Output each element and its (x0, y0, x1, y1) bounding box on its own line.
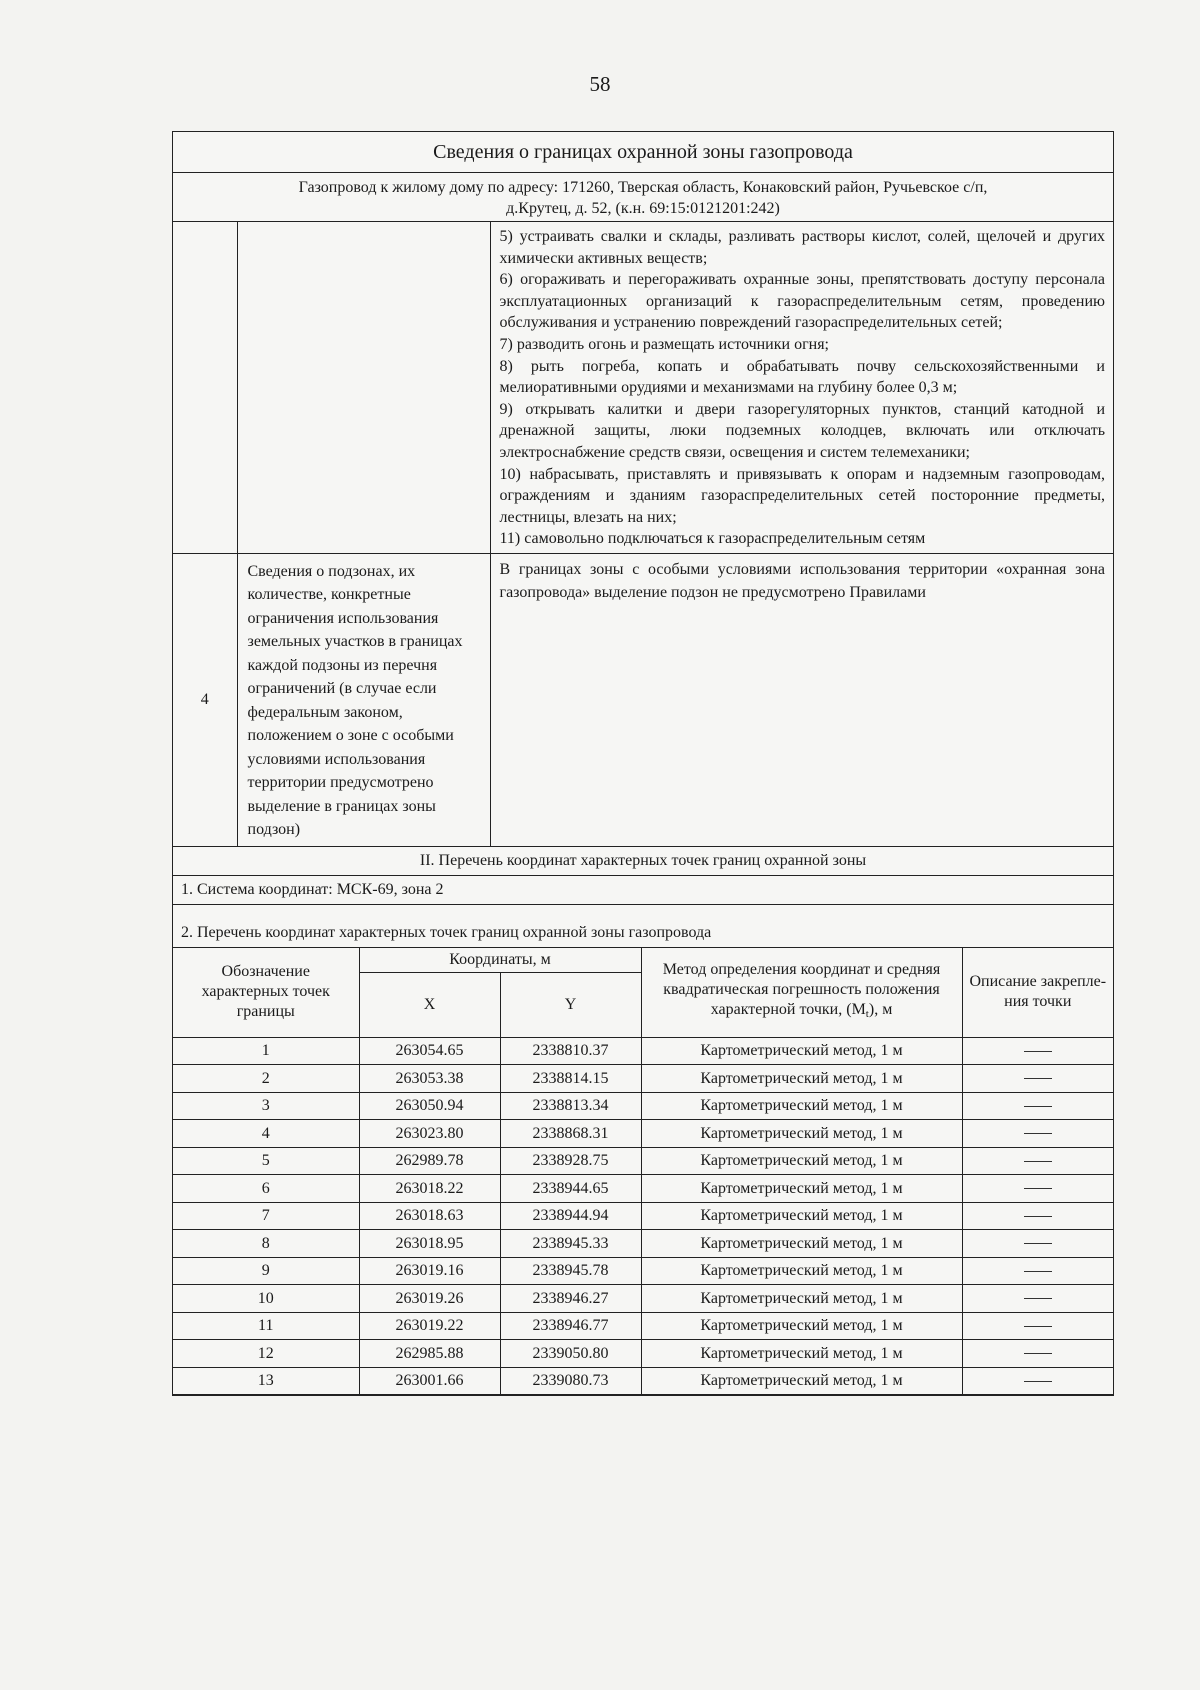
description-cell (962, 1037, 1113, 1065)
table-row (173, 1230, 1113, 1258)
description-cell (962, 1120, 1113, 1148)
address-line-2: д.Крутец, д. 52, (к.н. 69:15:0121201:242) (506, 200, 780, 217)
table-row (173, 1285, 1113, 1313)
x-coordinate-cell: 263054.65 (359, 1037, 500, 1065)
table-row (173, 1312, 1113, 1340)
description-cell (962, 1257, 1113, 1285)
point-number-cell: 1 (173, 1037, 359, 1065)
x-coordinate-cell: 263019.26 (359, 1285, 500, 1313)
restriction-item: 9) открывать калитки и двери газорегуляторных пунктов, станций катодной и дренажной защиты, люки подземных колодцев, включать или отключать электроснабжение средств связи, освещения и систем телемеханики; (499, 400, 1105, 461)
dash-mark (1024, 1188, 1052, 1189)
dash-mark (1024, 1271, 1052, 1272)
coordinates-body (173, 1037, 1113, 1395)
point-number-cell: 12 (173, 1340, 359, 1368)
header-description: Описание закрепле-ния точки (962, 947, 1113, 1037)
x-coordinate-cell: 263018.95 (359, 1230, 500, 1258)
description-cell (962, 1092, 1113, 1120)
object-address (173, 173, 1113, 222)
x-coordinate-cell: 263018.63 (359, 1202, 500, 1230)
restrictions-row (173, 222, 1113, 553)
y-coordinate-cell: 2338928.75 (500, 1147, 641, 1175)
x-coordinate-cell: 263023.80 (359, 1120, 500, 1148)
section-2-title: II. Перечень координат характерных точек границ охранной зоны (419, 851, 867, 869)
dash-mark (1024, 1353, 1052, 1354)
header-x: X (359, 972, 500, 1037)
description-cell (962, 1065, 1113, 1093)
method-cell: Картометрический метод, 1 м (641, 1120, 962, 1148)
method-cell: Картометрический метод, 1 м (641, 1065, 962, 1093)
x-coordinate-cell: 263019.16 (359, 1257, 500, 1285)
subzones-label: Сведения о подзонах, их количестве, конкретные ограничения использования земельных участков в границах каждой подзоны из перечня ограничений (в случае если федеральным законом, положением о зоне с особыми условиями использования территории предусмотрено выделение в границах зоны подзон) (237, 553, 490, 846)
page-number: 58 (589, 72, 611, 96)
method-cell: Картометрический метод, 1 м (641, 1230, 962, 1258)
point-number-cell: 3 (173, 1092, 359, 1120)
restrictions-number-cell (173, 222, 237, 553)
description-cell (962, 1202, 1113, 1230)
header-coordinates: Координаты, м (359, 947, 641, 972)
table-row (173, 1202, 1113, 1230)
table-row (173, 1120, 1113, 1148)
point-number-cell: 2 (173, 1065, 359, 1093)
subzones-row (173, 553, 1113, 846)
y-coordinate-cell: 2338945.33 (500, 1230, 641, 1258)
description-cell (962, 1285, 1113, 1313)
info-table (173, 222, 1113, 847)
x-coordinate-cell: 263019.22 (359, 1312, 500, 1340)
restriction-item: 10) набрасывать, приставлять и привязывать к опорам и надземным газопроводам, ограждениям и зданиям газораспределительных сетей посторонние предметы, лестницы, влезать на них; (499, 465, 1105, 526)
restriction-item: 7) разводить огонь и размещать источники огня; (499, 335, 829, 353)
description-cell (962, 1230, 1113, 1258)
coordinate-list-title: 2. Перечень координат характерных точек границ охранной зоны газопровода (173, 904, 1113, 947)
method-cell: Картометрический метод, 1 м (641, 1037, 962, 1065)
restriction-item: 8) рыть погреба, копать и обрабатывать почву сельскохозяйственными и мелиоративными орудиями и механизмами на глубину более 0,3 м; (499, 357, 1105, 397)
address-line-1: Газопровод к жилому дому по адресу: 171260, Тверская область, Конаковский район, Ручьевское с/п, (298, 179, 988, 196)
header-method: Метод определения координат и средняя квадратическая погрешность положения характерной точки, $(M_t)$, м (641, 947, 962, 1037)
description-cell (962, 1312, 1113, 1340)
table-row (173, 1037, 1113, 1065)
table-row (173, 1147, 1113, 1175)
description-cell (962, 1175, 1113, 1203)
y-coordinate-cell: 2338944.94 (500, 1202, 641, 1230)
y-coordinate-cell: 2339080.73 (500, 1367, 641, 1395)
point-number-cell: 4 (173, 1120, 359, 1148)
description-cell (962, 1367, 1113, 1395)
table-row (173, 1340, 1113, 1368)
dash-mark (1024, 1106, 1052, 1107)
y-coordinate-cell: 2338946.77 (500, 1312, 641, 1340)
method-cell: Картометрический метод, 1 м (641, 1257, 962, 1285)
method-cell: Картометрический метод, 1 м (641, 1147, 962, 1175)
dash-mark (1024, 1381, 1052, 1382)
method-cell: Картометрический метод, 1 м (641, 1202, 962, 1230)
method-cell: Картометрический метод, 1 м (641, 1092, 962, 1120)
x-coordinate-cell: 262989.78 (359, 1147, 500, 1175)
table-row (173, 1092, 1113, 1120)
dash-mark (1024, 1161, 1052, 1162)
y-coordinate-cell: 2339050.80 (500, 1340, 641, 1368)
method-cell: Картометрический метод, 1 м (641, 1367, 962, 1395)
method-cell: Картометрический метод, 1 м (641, 1340, 962, 1368)
description-cell (962, 1147, 1113, 1175)
point-number-cell: 13 (173, 1367, 359, 1395)
dash-mark (1024, 1216, 1052, 1217)
subzones-text: В границах зоны с особыми условиями использования территории «охранная зона газопровода» выделение подзон не предусмотрено Правилами (490, 553, 1113, 846)
method-cell: Картометрический метод, 1 м (641, 1175, 962, 1203)
table-row (173, 1175, 1113, 1203)
x-coordinate-cell: 263001.66 (359, 1367, 500, 1395)
point-number-cell: 9 (173, 1257, 359, 1285)
point-number-cell: 10 (173, 1285, 359, 1313)
y-coordinate-cell: 2338814.15 (500, 1065, 641, 1093)
method-cell: Картометрический метод, 1 м (641, 1312, 962, 1340)
restrictions-list (490, 222, 1113, 553)
point-number-cell: 6 (173, 1175, 359, 1203)
document-title: Сведения о границах охранной зоны газопровода (173, 132, 1113, 173)
row-number: 4 (173, 553, 237, 846)
header-y: Y (500, 972, 641, 1037)
point-number-cell: 7 (173, 1202, 359, 1230)
table-row (173, 1257, 1113, 1285)
coordinate-system: 1. Система координат: МСК-69, зона 2 (173, 875, 1113, 904)
y-coordinate-cell: 2338810.37 (500, 1037, 641, 1065)
y-coordinate-cell: 2338868.31 (500, 1120, 641, 1148)
point-number-cell: 11 (173, 1312, 359, 1340)
method-cell: Картометрический метод, 1 м (641, 1285, 962, 1313)
x-coordinate-cell: 263018.22 (359, 1175, 500, 1203)
x-coordinate-cell: 263050.94 (359, 1092, 500, 1120)
dash-mark (1024, 1051, 1052, 1052)
dash-mark (1024, 1326, 1052, 1327)
header-point: Обозначение характерных точек границы (173, 947, 359, 1037)
dash-mark (1024, 1243, 1052, 1244)
dash-mark (1024, 1078, 1052, 1079)
restrictions-label-cell (237, 222, 490, 553)
y-coordinate-cell: 2338944.65 (500, 1175, 641, 1203)
coordinates-header-row (173, 947, 1113, 972)
restriction-item: 11) самовольно подключаться к газораспределительным сетям (499, 530, 926, 548)
zone-info-frame (172, 131, 1114, 1396)
restriction-item: 6) огораживать и перегораживать охранные зоны, препятствовать доступу персонала эксплуатационных организаций к газораспределительным сетям, проведению обслуживания и устранению повреждений газораспределительных сетей; (499, 271, 1105, 332)
coordinates-table (173, 947, 1113, 1396)
description-cell (962, 1340, 1113, 1368)
point-number-cell: 8 (173, 1230, 359, 1258)
table-row (173, 1367, 1113, 1395)
dash-mark (1024, 1133, 1052, 1134)
dash-mark (1024, 1298, 1052, 1299)
x-coordinate-cell: 263053.38 (359, 1065, 500, 1093)
x-coordinate-cell: 262985.88 (359, 1340, 500, 1368)
restriction-item: 5) устраивать свалки и склады, разливать растворы кислот, солей, щелочей и других химически активных веществ; (499, 228, 1105, 267)
table-row (173, 1065, 1113, 1093)
y-coordinate-cell: 2338813.34 (500, 1092, 641, 1120)
y-coordinate-cell: 2338946.27 (500, 1285, 641, 1313)
y-coordinate-cell: 2338945.78 (500, 1257, 641, 1285)
point-number-cell: 5 (173, 1147, 359, 1175)
